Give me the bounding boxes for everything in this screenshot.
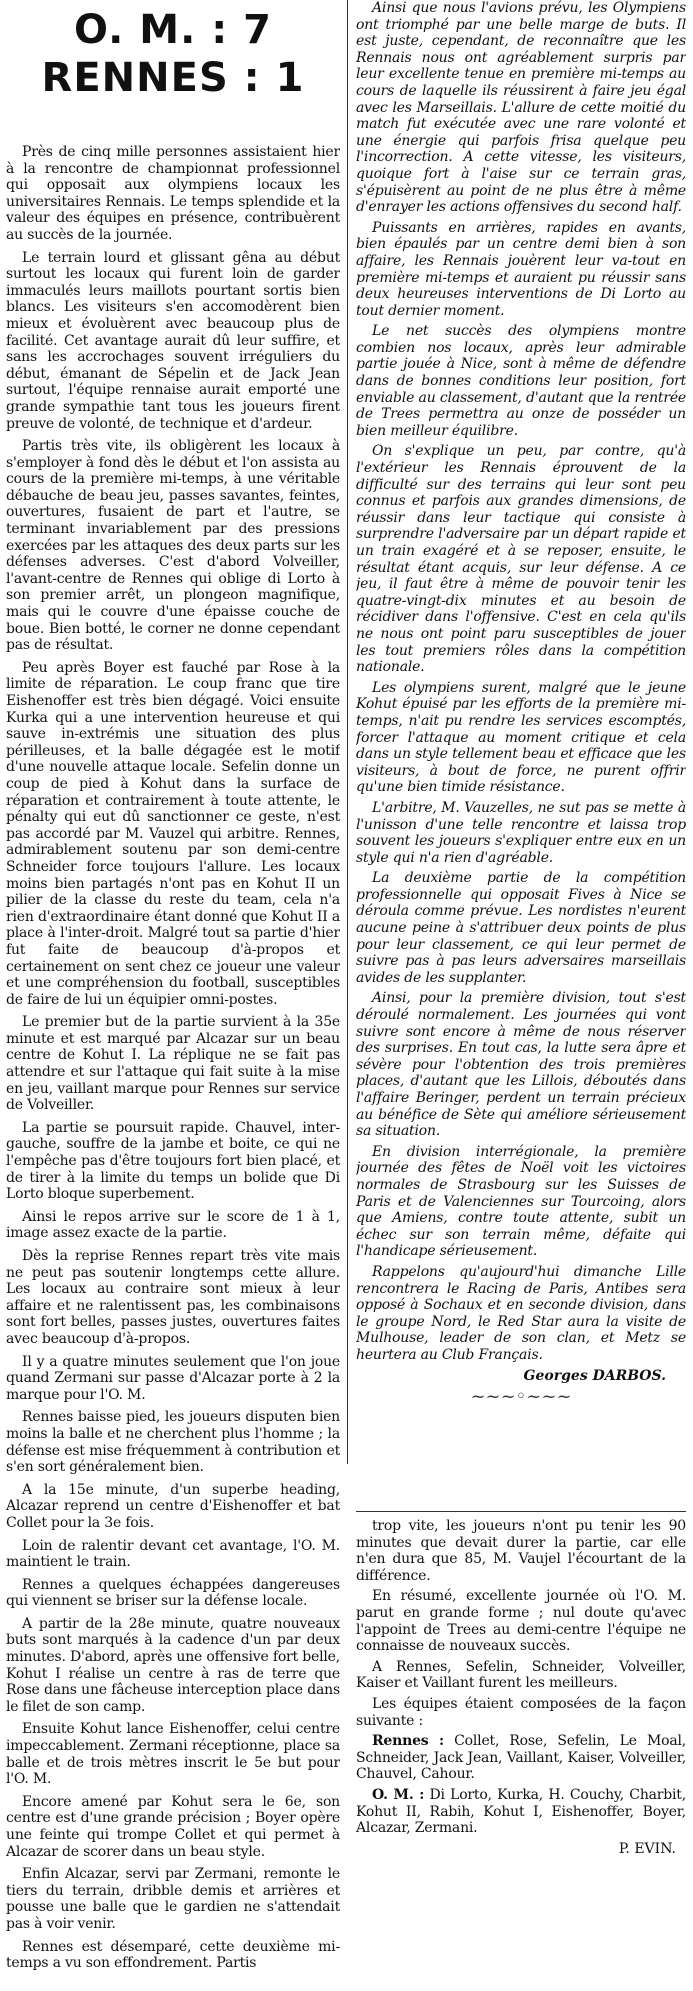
left-column <box>6 0 340 1978</box>
commentary-paragraph: La deuxième partie de la compétition professionnelle qui opposait Fives à Nice se déroula comme prévue. Les nordistes n'eurent aucune peine à s'attribuer deux points de plus pour leur classement, ce qui leur permet de suivre pas à pas leurs adversaires marseillais avides de les supplanter. <box>356 870 686 986</box>
commentary-paragraph: Ainsi, pour la première division, tout s'est déroulé normalement. Les journées qui vont suivre sont encore à même de nous réserver des surprises. En tout cas, la lutte sera âpre et sévère pour l'obtention des trois premières places, d'autant que les Lillois, déboutés dans l'affaire Beringer, perdent un terrain précieux au bénéfice de Sète qui améliore sérieusement sa situation. <box>356 990 686 1140</box>
headline-line2: RENNES : 1 <box>41 55 305 101</box>
rennes-lineup <box>356 1733 686 1783</box>
right-column <box>356 0 686 1409</box>
commentary-paragraph: On s'explique un peu, par contre, qu'à l'extérieur les Rennais éprouvent de la difficulté sur des terrains qui leur sont peu connus et parfois aux grandes dimensions, de réussir dans leur tactique qui consiste à surprendre l'adversaire par un départ rapide et un train exagéré et à se reposer, ensuite, le résultat étant acquis, sur leur défense. A ce jeu, il faut être à même de pouvoir tenir les quatre-vingt-dix minutes et au besoin de récidiver dans l'offensive. C'est en cela qu'ils ne nous ont point paru susceptibles de jouer les tout premiers rôles dans la compétition nationale. <box>356 443 686 676</box>
continuation-paragraph: A Rennes, Sefelin, Schneider, Volveiller, Kaiser et Vaillant furent les meilleurs. <box>356 1658 686 1692</box>
article-paragraph: Partis très vite, ils obligèrent les locaux à s'employer à fond dès le début et l'on assista au cours de la première mi-temps, à une véritable débauche de beau jeu, passes savantes, feintes, ouvertures, fusaient de part et l'autre, se terminant invariablement par des pressions exercées par les attaques des deux parts sur les défenses adverses. C'est d'abord Volveiller, l'avant-centre de Rennes qui oblige di Lorto à son premier arrêt, un plongeon magnifique, mais qui le couvre d'une épaisse couche de boue. Bien botté, le corner ne donne cependant pas de résultat. <box>6 438 340 654</box>
article-paragraph: Ensuite Kohut lance Eishenoffer, celui centre impeccablement. Zermani réceptionne, place sa balle et de trois mètres inscrit le 5e but pour l'O. M. <box>6 1721 340 1788</box>
om-lineup-list: Di Lorto, Kurka, H. Couchy, Charbit, Kohut II, Rabih, Kohut I, Eishenoffer, Boyer, Alcazar, Zermani. <box>356 1786 686 1837</box>
article-paragraph: Dès la reprise Rennes repart très vite mais ne peut pas soutenir longtemps cette allure. Les locaux au contraire sont mieux à leur affaire et ne ralentissent pas, les combinaisons sont fort belles, passes justes, ouvertures faites avec beaucoup d'à-propos. <box>6 1248 340 1347</box>
continuation-paragraph: En résumé, excellente journée où l'O. M. parut en grande forme ; nul doute qu'avec l'appoint de Trees au demi-centre l'équipe ne connaisse de nouveaux succès. <box>356 1588 686 1655</box>
article-paragraph: La partie se poursuit rapide. Chauvel, inter-gauche, souffre de la jambe et boite, ce qui ne l'empêche pas d'être toujours fort bien placé, et de tirer à la limite du temps un bolide que Di Lorto bloque superbement. <box>6 1119 340 1203</box>
author-signature-darbos: Georges DARBOS. <box>523 1367 666 1384</box>
article-paragraph: Loin de ralentir devant cet avantage, l'O. M. maintient le train. <box>6 1537 340 1571</box>
article-paragraph: Le premier but de la partie survient à la 35e minute et est marqué par Alcazar sur un beau centre de Kohut I. La réplique ne se fait pas attendre et sur l'attaque qui fait suite à la mise en jeu, vaillant marque pour Rennes sur service de Volveiller. <box>6 1014 340 1114</box>
commentary-paragraph: L'arbitre, M. Vauzelles, ne sut pas se mette à l'unisson d'une telle rencontre et laissa trop souvent les joueurs s'expliquer entre eux en un style qui n'a rien d'agréable. <box>356 799 686 866</box>
commentary-paragraph: Les olympiens surent, malgré que le jeune Kohut épuisé par les efforts de la première mi-temps, n'ait pu rendre les services escomptés, forcer l'attaque au moment critique et cela dans un style tellement beau et efficace que les visiteurs, à bout de force, ne purent offrir qu'une bien timide résistance. <box>356 679 686 796</box>
continuation-box <box>356 1505 686 1857</box>
flourish-ornament: ~~~◦~~~ <box>470 1385 572 1407</box>
om-lineup-label: O. M. : <box>372 1786 425 1803</box>
commentary-paragraph: Puissants en arrières, rapides en avants, bien épaulés par un centre demi bien à son affaire, les Rennais jouèrent leur va-tout en première mi-temps et auraient pu réussir sans deux heureuses interventions de Di Lorto au tout dernier moment. <box>356 219 686 319</box>
box-top-rule <box>356 1511 686 1512</box>
commentary-paragraph: Le net succès des olympiens montre combien nos locaux, après leur admirable partie jouée à Nice, sont à même de défendre dans de bonnes conditions leur position, fort enviable au classement, d'autant que la rentrée de Trees permettra au onze de posséder un bien meilleur équilibre. <box>356 323 686 439</box>
commentary-paragraph: Ainsi que nous l'avions prévu, les Olympiens ont triomphé par une belle marge de buts. Il est juste, cependant, de reconnaître que les Rennais nous ont agréablement surpris par leur excellente tenue en première mi-temps au cours de laquelle ils réussirent à faire jeu égal avec les Marseillais. L'allure de cette moitié du match fut exécutée avec une rare volonté et une énergie qui parfois frisa quelque peu l'incorrection. A cette vitesse, les visiteurs, quoique fort à l'aise sur ce terrain gras, s'épuisèrent au point de ne plus être à même d'enrayer les actions offensives du second half. <box>356 0 686 216</box>
article-paragraph: A partir de la 28e minute, quatre nouveaux buts sont marqués à la cadence d'un par deux minutes. D'abord, après une offensive fort belle, Kohut I réalise un centre à ras de terre que Rose dans une fâcheuse interception place dans le filet de son camp. <box>6 1615 340 1715</box>
headline-line1: O. M. : 7 <box>74 7 272 53</box>
article-paragraph: Rennes baisse pied, les joueurs disputen bien moins la balle et ne cherchent plus l'homme ; la défense est mise fréquemment à contribution et s'en sort généralement bien. <box>6 1409 340 1476</box>
article-paragraph: Encore amené par Kohut sera le 6e, son centre est d'une grande précision ; Boyer opère une feinte qui trompe Collet et qui permet à Alcazar de scorer dans un beau style. <box>6 1793 340 1860</box>
article-paragraph: Rennes est désemparé, cette deuxième mi-temps a vu son effondrement. Partis <box>6 1938 340 1972</box>
article-paragraph: Peu après Boyer est fauché par Rose à la limite de réparation. Le coup franc que tire Eishenoffer est très bien dégagé. Voici ensuite Kurka qui a une intervention heureuse et qui sauve in-extrémis une situation des plus périlleuses, et la balle dégagée est le motif d'une nouvelle attaque locale. Sefelin donne un coup de pied à Kohut dans la surface de réparation et contrairement à toute attente, le pénalty qui eut dû sanctionner ce geste, n'est pas accordé par M. Vauzel qui arbitre. Rennes, admirablement soutenu par son demi-centre Schneider force toujours l'allure. Les locaux moins bien partagés n'ont pas en Kohut II un pilier de la classe du reste du team, cela n'a rien d'extraordinaire étant donné que Kohut II a place à l'inter-droit. Malgré tout sa partie d'hier fut faite de beaucoup d'à-propos et certainement on sent chez ce joueur une valeur et une compréhension du football, susceptibles de faire de lui un équipier omni-postes. <box>6 659 340 1008</box>
headline <box>6 0 340 144</box>
article-paragraph: Le terrain lourd et glissant gêna au début surtout les locaux qui furent loin de garder immaculés leurs maillots pourtant sortis bien blancs. Les visiteurs s'en accomodèrent bien mieux et évoluèrent avec beaucoup plus de facilité. Cet avantage aurait dû leur suffire, et sans les accrochages souvent irréguliers du début, émanant de Sépelin et de Jack Jean surtout, l'équipe rennaise aurait emporté une grande sympathie tant tous les joueurs firent preuve de volonté, de technique et d'ardeur. <box>6 249 340 432</box>
continuation-paragraph: trop vite, les joueurs n'ont pu tenir les 90 minutes que devait durer la partie, car elle n'en dura que 85, M. Vaujel l'écourtant de la différence. <box>356 1518 686 1584</box>
continuation-paragraph: Les équipes étaient composées de la façon suivante : <box>356 1695 686 1729</box>
column-divider <box>347 0 348 1464</box>
commentary-paragraph: Rappelons qu'aujourd'hui dimanche Lille rencontrera le Racing de Paris, Antibes sera opposé à Sochaux et en seconde division, dans le groupe Nord, le Red Star aura la visite de Mulhouse, leader de son clan, et Metz se heurtera au Club Français. <box>356 1263 686 1363</box>
article-paragraph: Enfin Alcazar, servi par Zermani, remonte le tiers du terrain, dribble demis et arrières et pousse une balle que le gardien ne s'attendait pas à voir venir. <box>6 1866 340 1932</box>
article-paragraph: Rennes a quelques échappées dangereuses qui viennent se briser sur la défense locale. <box>6 1576 340 1610</box>
commentary-paragraph: En division interrégionale, la première journée des fêtes de Noël voit les victoires normales de Strasbourg sur les Suisses de Paris et de Valenciennes sur Tourcoing, alors que Amiens, contre toute attente, subit un échec sur son terrain même, défaite qui l'handicape sérieusement. <box>356 1143 686 1260</box>
article-paragraph: Ainsi le repos arrive sur le score de 1 à 1, image assez exacte de la partie. <box>6 1208 340 1242</box>
article-paragraph: Il y a quatre minutes seulement que l'on joue quand Zermani sur passe d'Alcazar porte à 2 la marque pour l'O. M. <box>6 1353 340 1403</box>
rennes-lineup-label: Rennes : <box>372 1733 445 1750</box>
rennes-lineup-list: Collet, Rose, Sefelin, Le Moal, Schneider, Jack Jean, Vaillant, Kaiser, Volveiller, Chauvel, Cahour. <box>356 1733 686 1783</box>
left-article-body <box>6 144 340 1972</box>
article-paragraph: A la 15e minute, d'un superbe heading, Alcazar reprend un centre d'Eishenoffer et bat Collet pour la 3e fois. <box>6 1481 340 1531</box>
right-article-body <box>356 0 686 1364</box>
continuation-body <box>356 1518 686 1729</box>
author-signature-evin: P. EVIN. <box>618 1840 676 1857</box>
article-paragraph: Près de cinq mille personnes assistaient hier à la rencontre de championnat professionnel qui opposait aux olympiens locaux les universitaires Rennais. Le temps splendide et la valeur des équipes en présence, contribuèrent au succès de la journée. <box>6 144 340 243</box>
om-lineup <box>356 1787 686 1837</box>
